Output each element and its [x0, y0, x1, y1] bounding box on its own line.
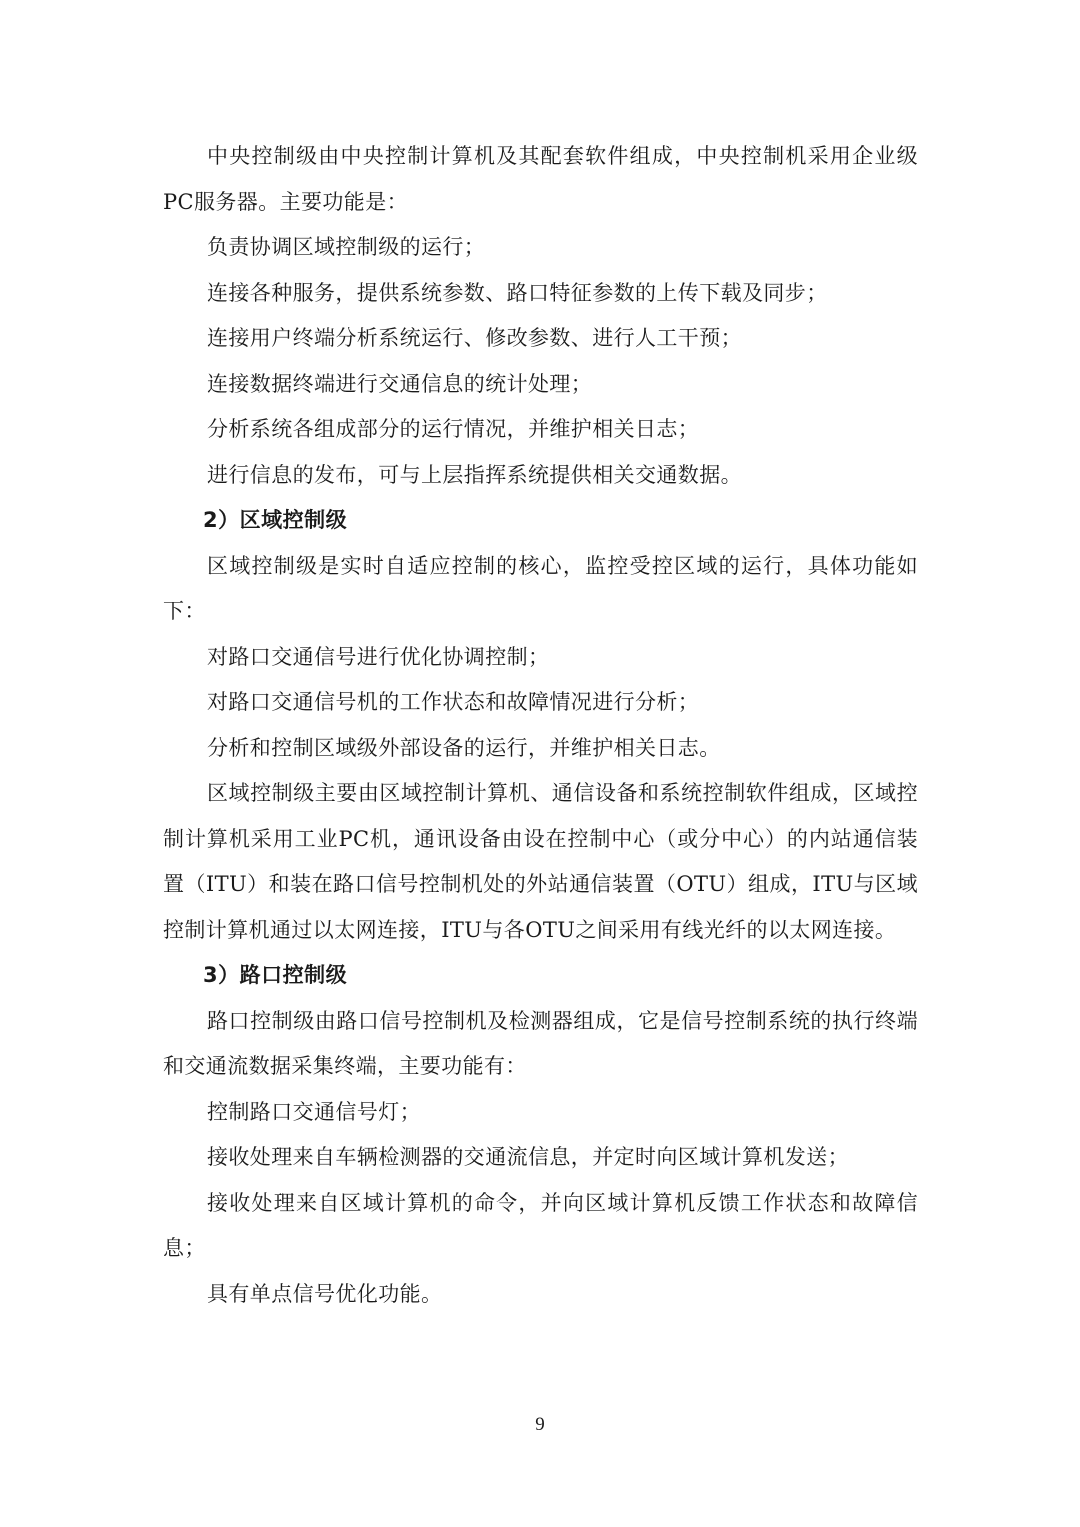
list-item-analyze-system: 分析系统各组成部分的运行情况，并维护相关日志；	[207, 417, 700, 441]
page-number: 9	[535, 1414, 545, 1435]
body-text	[163, 134, 918, 1317]
paragraph-central-control: 中央控制级由中央控制计算机及其配套软件组成，中央控制机采用企业级PC服务器。主要功能是：	[163, 144, 918, 214]
list-item-publish-info: 进行信息的发布，可与上层指挥系统提供相关交通数据。	[207, 462, 742, 487]
paragraph-regional-core: 区域控制级是实时自适应控制的核心，监控受控区域的运行，具体功能如下：	[163, 553, 918, 623]
paragraph-regional-composition: 区域控制级主要由区域控制计算机、通信设备和系统控制软件组成，区域控制计算机采用工业PC机，通讯设备由设在控制中心（或分中心）的内站通信装置（ITU）和装在路口信号控制机处的外站通信装置（OTU）组成，ITU与区域控制计算机通过以太网连接，ITU与各OTU之间采用有线光纤的以太网连接。	[163, 781, 918, 942]
list-item-control-external-devices: 分析和控制区域级外部设备的运行，并维护相关日志。	[207, 735, 721, 760]
list-item-single-point-optimization: 具有单点信号优化功能。	[207, 1281, 443, 1306]
paragraph-intersection-composition: 路口控制级由路口信号控制机及检测器组成，它是信号控制系统的执行终端和交通流数据采集终端，主要功能有：	[163, 1008, 918, 1078]
list-item-connect-services: 连接各种服务，提供系统参数、路口特征参数的上传下载及同步；	[207, 280, 828, 305]
list-item-coordinate-regional: 负责协调区域控制级的运行；	[207, 235, 486, 259]
list-item-connect-user-terminal: 连接用户终端分析系统运行、修改参数、进行人工干预；	[207, 326, 742, 350]
list-item-connect-data-terminal: 连接数据终端进行交通信息的统计处理；	[207, 371, 593, 396]
list-item-control-signal-lights: 控制路口交通信号灯；	[207, 1099, 421, 1124]
section-heading-regional-control: 2）区域控制级	[203, 508, 348, 532]
list-item-receive-detector-info: 接收处理来自车辆检测器的交通流信息，并定时向区域计算机发送；	[207, 1145, 849, 1169]
section-heading-intersection-control: 3）路口控制级	[203, 963, 348, 987]
list-item-optimize-signals: 对路口交通信号进行优化协调控制；	[207, 644, 550, 669]
list-item-receive-commands: 接收处理来自区域计算机的命令，并向区域计算机反馈工作状态和故障信息；	[163, 1190, 918, 1260]
list-item-analyze-signal-machine: 对路口交通信号机的工作状态和故障情况进行分析；	[207, 690, 700, 714]
